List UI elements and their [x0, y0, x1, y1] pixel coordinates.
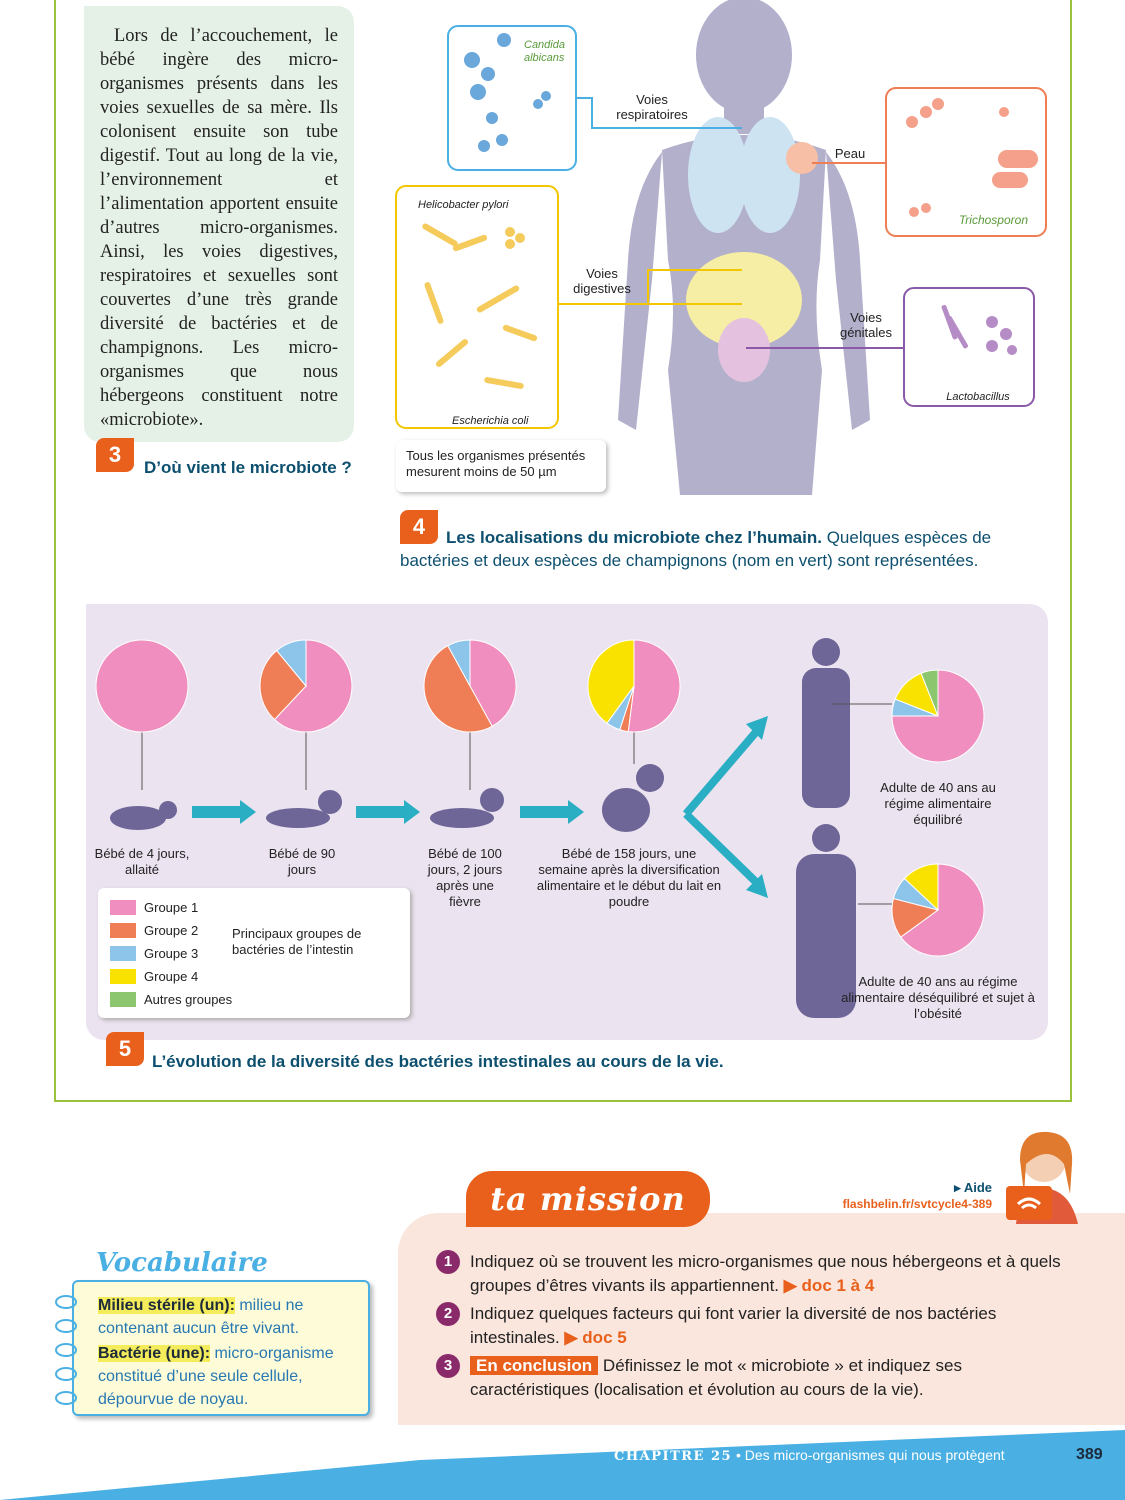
mission-text-3: [470, 1354, 1070, 1402]
mission-number-3: 3: [436, 1354, 460, 1378]
mission-text-1: [470, 1250, 1070, 1298]
left-lung-shape: [688, 117, 748, 233]
helper-girl-illustration: [998, 1124, 1090, 1226]
legend-item-3: [110, 946, 198, 961]
vocab-spiral-binding: [52, 1290, 82, 1410]
legend-item-1: [110, 900, 198, 915]
legend-item-2: [110, 923, 198, 938]
legend-text-5: Autres groupes: [144, 992, 233, 1007]
mission-text-3-body: Définissez le mot « microbiote » et indiquez ses caractéristiques (localisation et évolution au cours de la vie).: [470, 1356, 962, 1399]
legend-swatch-4: [110, 969, 136, 984]
respiratory-label: Voies respiratoires: [616, 92, 688, 122]
mission-tab-label: ta mission: [490, 1180, 686, 1218]
vocab-title: Vocabulaire: [96, 1248, 268, 1278]
timeline-arrows: [192, 800, 584, 824]
footer-band: [0, 1430, 1125, 1500]
mission-ref-2: ▶ doc 5: [564, 1328, 627, 1347]
adult-label-balanced: Adulte de 40 ans au régime alimentaire équilibré: [880, 780, 996, 827]
mission-text-2: [470, 1302, 1070, 1350]
mission-number-1: 1: [436, 1250, 460, 1274]
scale-note: Tous les organismes présentés mesurent moins de 50 µm: [396, 440, 606, 492]
vocab-def-2: micro-organisme constitué d’une seule cellule, dépourvue de noyau.: [98, 1345, 334, 1408]
stage-label-3: Bébé de 100 jours, 2 jours après une fièvre: [427, 846, 503, 909]
pie-slice-1-groupe-1: [96, 640, 188, 732]
candida-label: Candida albicans: [524, 39, 565, 64]
doc4-number-badge: 4: [400, 510, 438, 544]
lactobacillus-label: Lactobacillus: [946, 391, 1010, 403]
doc3-text: Lors de l’accouchement, le bébé ingère des micro-organismes présents dans les voies sexuelles de sa mère. Ils colonisent ensuite son tube digestif. Tout au long de la vie, l’environnement et l’alimentation apportent ensuite d’autres micro-organismes. Ainsi, les voies digestives, respiratoires et sexuelles sont couvertes d’une très grande diversité de bactéries et de champignons. Les micro-organismes que nous hébergeons constituent notre «microbiote».: [100, 26, 338, 430]
doc4-title: Les localisations du microbiote chez l’humain.: [446, 528, 822, 547]
adult-silhouettes: [796, 638, 856, 1018]
pie-slice-4-groupe-1: [628, 640, 680, 732]
vocab-def-1: milieu ne contenant aucun être vivant.: [98, 1297, 304, 1337]
vocab-term-2: Bactérie (une):: [98, 1345, 211, 1362]
stage-label-4: Bébé de 158 jours, une semaine après la diversification alimentaire et le début du lait en poudre: [536, 846, 722, 909]
trichosporon-label: Trichosporon: [958, 213, 1028, 227]
digestive-label: Voies digestives: [573, 266, 631, 296]
legend-item-4: [110, 969, 198, 984]
stage-label-2: Bébé de 90 jours: [268, 846, 336, 877]
helicobacter-label: Helicobacter pylori: [418, 199, 509, 211]
doc3-title: D’où vient le microbiote ?: [144, 458, 352, 477]
skin-spot: [786, 142, 818, 174]
mission-text-1-body: Indiquez où se trouvent les micro-organismes que nous hébergeons et à quels groupes d’êtres vivants ils appartiennent.: [470, 1252, 1061, 1295]
vocab-entry-1: [98, 1294, 354, 1340]
aide-link[interactable]: flashbelin.fr/svtcycle4-389: [842, 1197, 992, 1211]
legend-text-4: Groupe 4: [144, 969, 199, 984]
legend-item-5: [110, 992, 232, 1007]
doc4-caption-text: Quelques espèces de bactéries et deux espèces de champignons (nom en vert) sont représentées.: [400, 528, 992, 570]
legend-swatch-2: [110, 923, 136, 938]
legend-text-2: Groupe 2: [144, 923, 199, 938]
doc5-title: L’évolution de la diversité des bactéries intestinales au cours de la vie.: [152, 1052, 724, 1071]
skin-label: Peau: [834, 146, 866, 161]
doc5-number-badge: 5: [106, 1032, 144, 1066]
legend-swatch-1: [110, 900, 136, 915]
aide-block: [840, 1180, 992, 1212]
footer-chapter: CHAPITRE 25: [614, 1449, 733, 1464]
human-body-silhouette: [618, 0, 870, 495]
legend-swatch-5: [110, 992, 136, 1007]
baby-silhouettes: [110, 764, 664, 832]
conclusion-tag: En conclusion: [470, 1356, 598, 1375]
microbiote-body-illustration: [392, 0, 1072, 500]
legend-note: Principaux groupes de bactéries de l’intestin: [232, 926, 362, 957]
footer-title: • Des micro-organismes qui nous protègent: [732, 1447, 1005, 1463]
doc3-box: [84, 6, 354, 442]
escherichia-label: Escherichia coli: [452, 415, 529, 427]
vocab-term-1: Milieu stérile (un):: [98, 1297, 235, 1314]
mission-item-3: [436, 1354, 1070, 1402]
adult-label-unbalanced: Adulte de 40 ans au régime alimentaire déséquilibré et sujet à l’obésité: [841, 974, 1035, 1021]
mission-item-2: [436, 1302, 1070, 1350]
mission-tab: [466, 1171, 710, 1227]
doc3-number-badge: 3: [96, 438, 134, 472]
mission-number-2: 2: [436, 1302, 460, 1326]
page-number: 389: [1076, 1446, 1103, 1463]
right-lung-shape: [740, 117, 800, 233]
aide-label: ▸ Aide: [954, 1180, 992, 1195]
legend-text-1: Groupe 1: [144, 900, 199, 915]
doc4-caption: [400, 526, 1040, 572]
vocab-entry-2: [98, 1342, 354, 1411]
genital-label: Voies génitales: [839, 310, 893, 340]
legend-text-3: Groupe 3: [144, 946, 199, 961]
chart-legend: [98, 888, 410, 1018]
uterus-shape: [718, 318, 770, 382]
stage-label-1: Bébé de 4 jours, allaité: [94, 846, 190, 877]
mission-text-2-body: Indiquez quelques facteurs qui font varier la diversité de nos bactéries intestinales.: [470, 1304, 997, 1347]
digestive-box: [396, 186, 558, 428]
laptop-icon: [1006, 1186, 1052, 1220]
mission-ref-1: ▶ doc 1 à 4: [783, 1276, 875, 1295]
mission-item-1: [436, 1250, 1070, 1298]
legend-swatch-3: [110, 946, 136, 961]
footer-text: [614, 1447, 1005, 1464]
vocab-box: [72, 1280, 370, 1416]
